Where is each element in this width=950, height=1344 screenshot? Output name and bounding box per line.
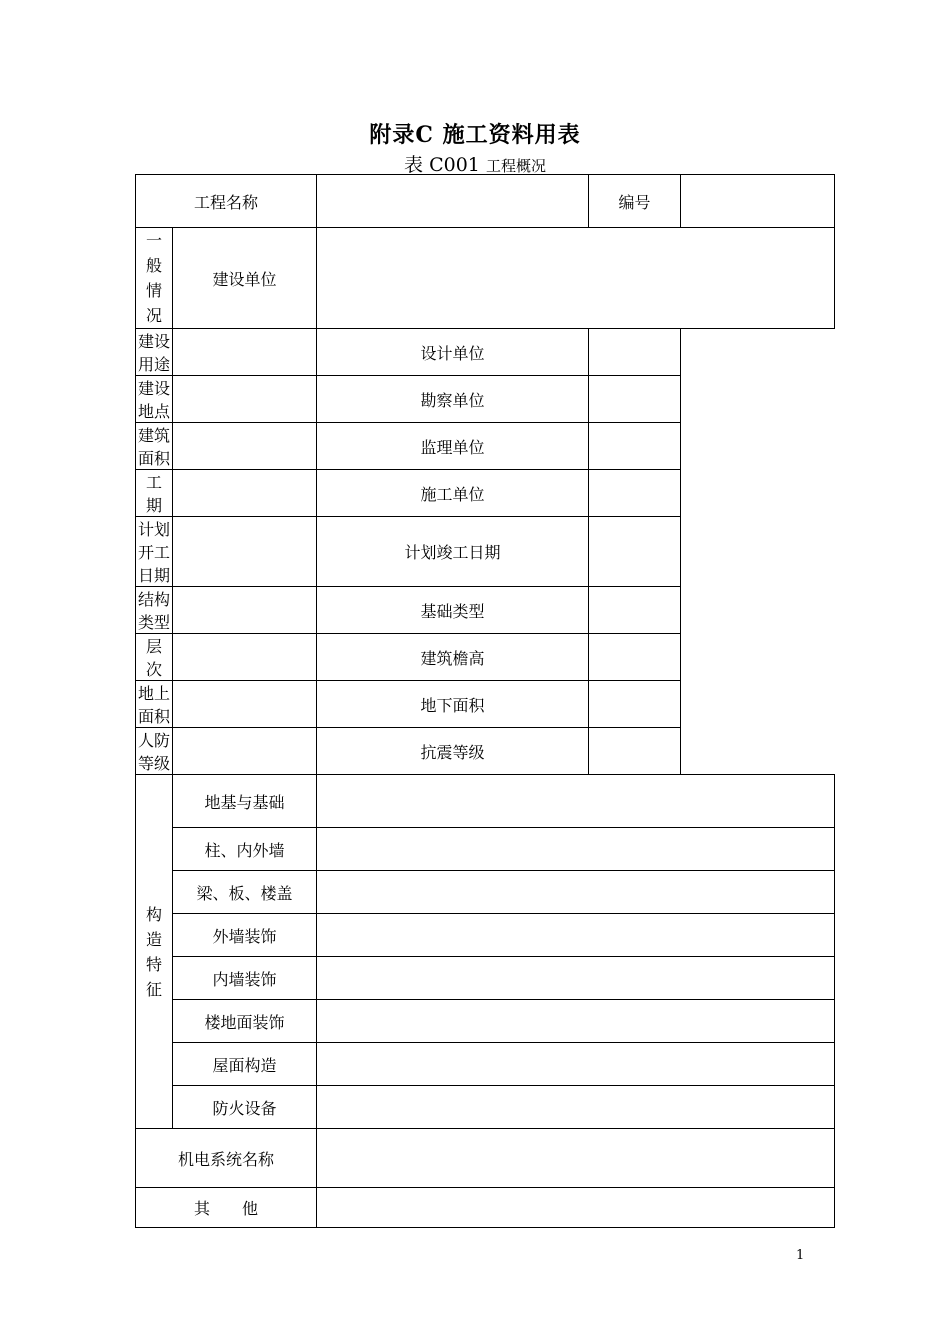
number-label: 编号: [589, 175, 681, 228]
structure-label: 梁、板、楼盖: [173, 871, 317, 914]
general-right-field[interactable]: [589, 329, 681, 376]
general-row: [136, 681, 835, 728]
structure-field[interactable]: [317, 1000, 835, 1043]
structure-row: [136, 957, 835, 1000]
general-left-label: 地上面积: [136, 681, 173, 728]
general-left-field[interactable]: [173, 329, 317, 376]
structure-field[interactable]: [317, 957, 835, 1000]
general-right-label: 设计单位: [317, 329, 589, 376]
project-name-field[interactable]: [317, 175, 589, 228]
general-right-label: 监理单位: [317, 423, 589, 470]
form-subtitle: [0, 150, 950, 177]
general-right-field[interactable]: [589, 728, 681, 775]
page-number: 1: [796, 1248, 805, 1263]
general-rows: [136, 329, 835, 775]
number-field[interactable]: [681, 175, 835, 228]
general-right-label: 计划竣工日期: [317, 517, 589, 587]
form-name: 工程概况: [485, 157, 546, 175]
structure-label: 柱、内外墙: [173, 828, 317, 871]
general-left-field[interactable]: [173, 681, 317, 728]
general-row: [136, 634, 835, 681]
structure-row: [136, 871, 835, 914]
structure-label: 防火设备: [173, 1086, 317, 1129]
general-right-label: 勘察单位: [317, 376, 589, 423]
general-left-label: 工 期: [136, 470, 173, 517]
general-left-label: 人防等级: [136, 728, 173, 775]
general-left-field[interactable]: [173, 587, 317, 634]
other-label: 其 他: [136, 1188, 317, 1228]
structure-field[interactable]: [317, 828, 835, 871]
structure-field[interactable]: [317, 914, 835, 957]
general-right-field[interactable]: [589, 470, 681, 517]
developer-field[interactable]: [317, 228, 835, 329]
general-row: [136, 587, 835, 634]
general-row: [136, 517, 835, 587]
general-left-label: 建设地点: [136, 376, 173, 423]
document-title: 附录C 施工资料用表: [369, 122, 581, 148]
structure-row: [136, 1086, 835, 1129]
developer-label: 建设单位: [173, 228, 317, 329]
general-right-label: 施工单位: [317, 470, 589, 517]
general-right-label: 抗震等级: [317, 728, 589, 775]
structure-row: [136, 828, 835, 871]
general-row: [136, 376, 835, 423]
project-name-label: 工程名称: [136, 175, 317, 228]
structure-row: [136, 914, 835, 957]
structure-label: 地基与基础: [173, 775, 317, 828]
general-row: [136, 728, 835, 775]
mep-label: 机电系统名称: [136, 1129, 317, 1188]
mep-row: [136, 1129, 835, 1188]
other-row: [136, 1188, 835, 1228]
general-right-label: 地下面积: [317, 681, 589, 728]
structure-field[interactable]: [317, 871, 835, 914]
general-right-field[interactable]: [589, 423, 681, 470]
general-left-field[interactable]: [173, 423, 317, 470]
structure-label: 内墙装饰: [173, 957, 317, 1000]
general-row: [136, 423, 835, 470]
general-right-label: 建筑檐高: [317, 634, 589, 681]
general-right-field[interactable]: [589, 376, 681, 423]
general-left-label: 结构类型: [136, 587, 173, 634]
general-right-field[interactable]: [589, 634, 681, 681]
general-left-field[interactable]: [173, 728, 317, 775]
general-section-label: 一 般 情 况: [136, 228, 173, 329]
general-left-label: 计划开工日期: [136, 517, 173, 587]
structure-field[interactable]: [317, 1086, 835, 1129]
form-code: 表 C001: [404, 154, 480, 176]
project-overview-table: [135, 174, 835, 1228]
other-field[interactable]: [317, 1188, 835, 1228]
general-row: [136, 329, 835, 376]
structure-row: [136, 775, 835, 828]
structure-label: 屋面构造: [173, 1043, 317, 1086]
structure-section-label: 构 造 特 征: [136, 775, 173, 1129]
mep-field[interactable]: [317, 1129, 835, 1188]
general-left-label: 建筑面积: [136, 423, 173, 470]
structure-rows: [136, 775, 835, 1129]
structure-label: 楼地面装饰: [173, 1000, 317, 1043]
general-right-field[interactable]: [589, 681, 681, 728]
structure-row: [136, 1043, 835, 1086]
general-right-label: 基础类型: [317, 587, 589, 634]
general-row: [136, 470, 835, 517]
general-left-field[interactable]: [173, 470, 317, 517]
general-left-field[interactable]: [173, 517, 317, 587]
general-right-field[interactable]: [589, 587, 681, 634]
general-left-field[interactable]: [173, 634, 317, 681]
developer-row: [136, 228, 835, 329]
project-name-row: [136, 175, 835, 228]
structure-field[interactable]: [317, 775, 835, 828]
general-left-label: 层 次: [136, 634, 173, 681]
general-left-label: 建设用途: [136, 329, 173, 376]
structure-row: [136, 1000, 835, 1043]
general-left-field[interactable]: [173, 376, 317, 423]
general-right-field[interactable]: [589, 517, 681, 587]
structure-field[interactable]: [317, 1043, 835, 1086]
structure-label: 外墙装饰: [173, 914, 317, 957]
